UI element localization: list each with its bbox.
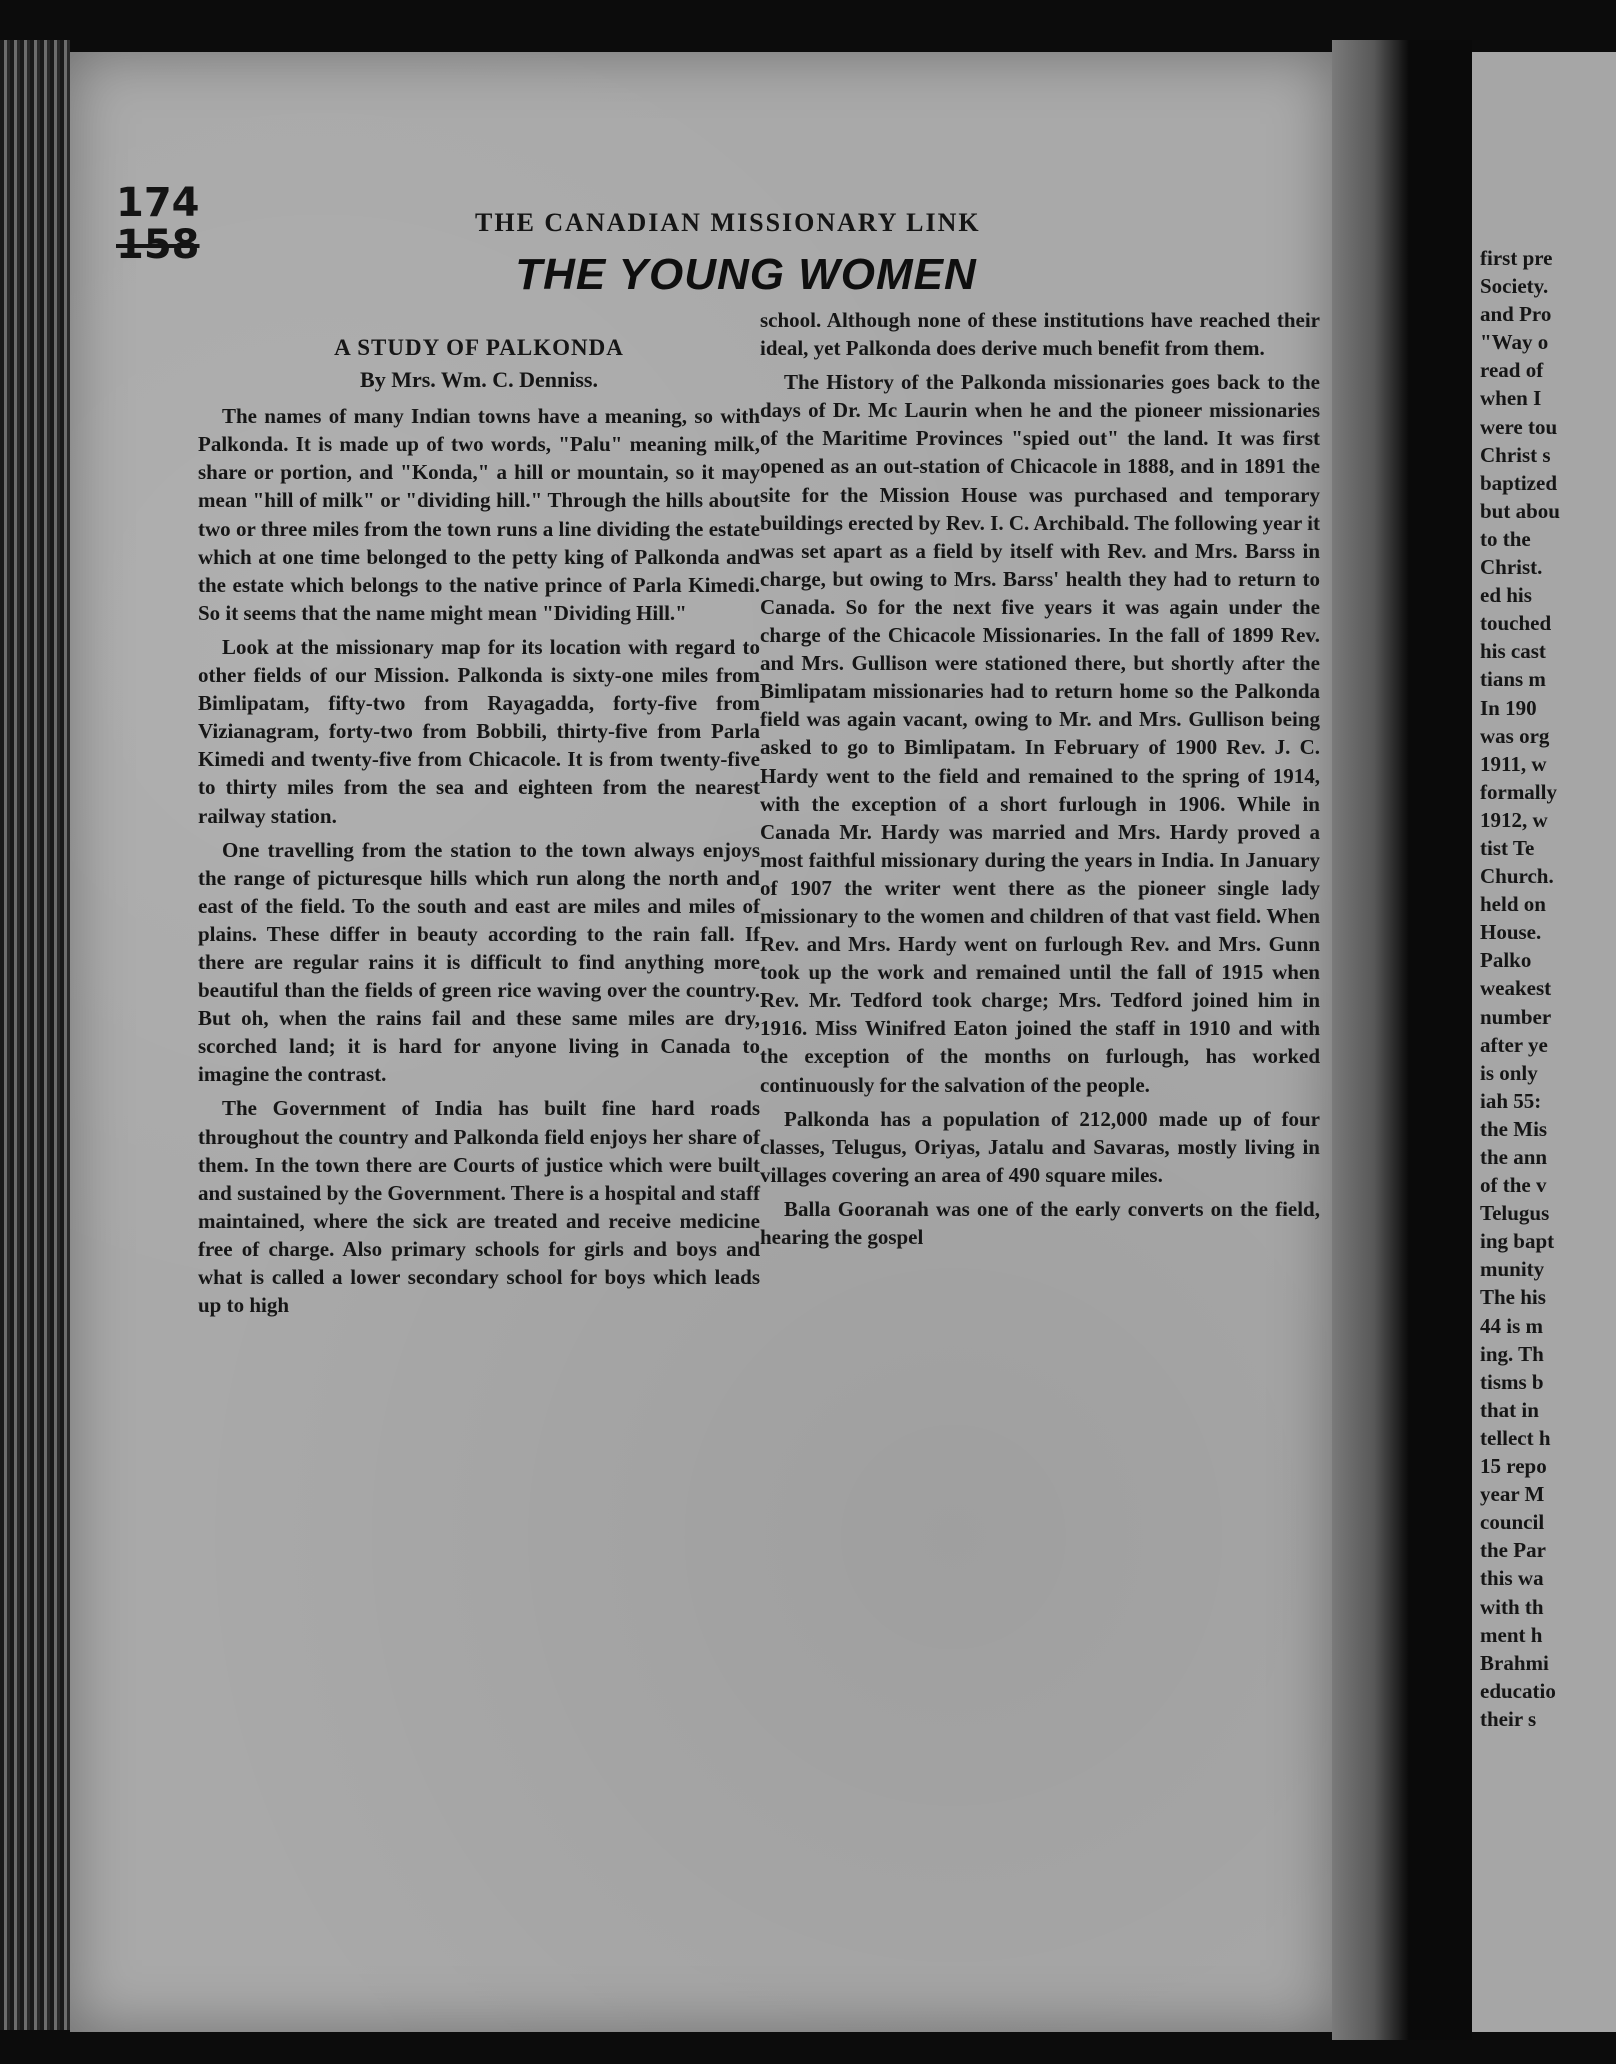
facing-page-line: Brahmi xyxy=(1480,1650,1549,1675)
facing-page-line: formally xyxy=(1480,779,1557,804)
facing-page-line: tians m xyxy=(1480,667,1546,692)
facing-page-line: number xyxy=(1480,1004,1552,1029)
facing-page-line: 44 is m xyxy=(1480,1313,1543,1338)
facing-page-line: was org xyxy=(1480,723,1550,748)
facing-page-line: educatio xyxy=(1480,1678,1556,1703)
right-column xyxy=(760,306,1320,1251)
paragraph: The Government of India has built fine hard roads throughout the country and Palkonda field enjoys her share of them. In the town there are Courts of justice which were built and sustained by the Government. There is a hospital and staff maintained, where the sick are treated and receive medicine free of charge. Also primary schools for girls and boys and what is called a lower secondary school for boys which leads up to high xyxy=(198,1096,760,1318)
facing-page-line: is only xyxy=(1480,1060,1538,1085)
facing-page-line: their s xyxy=(1480,1706,1537,1731)
facing-page-line: his cast xyxy=(1480,639,1546,664)
facing-page-line: this wa xyxy=(1480,1566,1544,1591)
facing-page-line: after ye xyxy=(1480,1032,1548,1057)
printed-page-number: 158 xyxy=(116,222,200,268)
facing-page-line: but abou xyxy=(1480,498,1560,523)
paragraph: Look at the missionary map for its location with regard to other fields of our Mission. Palkonda is sixty-one miles from Bimlipatam, fifty-two from Rayagadda, forty-five from Vizianagram, forty-two from Bobbili, thirty-five from Parla Kimedi and twenty-five from Chicacole. It is from twenty-five to thirty miles from the sea and eighteen from the nearest railway station. xyxy=(198,634,760,828)
section-title: THE YOUNG WOMEN xyxy=(515,250,977,299)
facing-page-line: read of xyxy=(1480,358,1544,383)
facing-page-line: tist Te xyxy=(1480,835,1535,860)
facing-page-line: that in xyxy=(1480,1397,1539,1422)
facing-page-line: iah 55: xyxy=(1480,1088,1542,1113)
facing-page-line: with th xyxy=(1480,1594,1544,1619)
facing-page-line: Telugus xyxy=(1480,1201,1550,1226)
facing-page-line: 1911, w xyxy=(1480,751,1547,776)
facing-page-line: 15 repo xyxy=(1480,1454,1547,1479)
facing-page-line: Palko xyxy=(1480,948,1532,973)
facing-page-line: council xyxy=(1480,1510,1545,1535)
facing-page-line: "Way o xyxy=(1480,330,1549,355)
paragraph: school. Although none of these institutions have reached their ideal, yet Palkonda does derive much benefit from them. xyxy=(760,308,1320,361)
facing-page-line: year M xyxy=(1480,1482,1545,1507)
paragraph: Palkonda has a population of 212,000 made up of four classes, Telugus, Oriyas, Jatalu and Savaras, mostly living in villages covering an area of 490 square miles. xyxy=(760,1106,1320,1187)
article-title: A STUDY OF PALKONDA xyxy=(334,335,624,360)
facing-page-line: baptized xyxy=(1480,470,1558,495)
facing-page-line: when I xyxy=(1480,386,1542,411)
facing-page-text xyxy=(1480,244,1560,1733)
facing-page-line: the Mis xyxy=(1480,1116,1548,1141)
running-head: THE CANADIAN MISSIONARY LINK xyxy=(475,208,981,237)
book-page-edges xyxy=(0,40,70,2030)
handwritten-page-number: 174 xyxy=(116,180,200,226)
facing-page-line: weakest xyxy=(1480,976,1552,1001)
paragraph: Balla Gooranah was one of the early converts on the field, hearing the gospel xyxy=(760,1196,1320,1249)
facing-page-line: and Pro xyxy=(1480,302,1552,327)
facing-page-line: held on xyxy=(1480,892,1546,917)
facing-page-line: Christ s xyxy=(1480,442,1551,467)
facing-page-line: Christ. xyxy=(1480,555,1543,580)
article-byline: By Mrs. Wm. C. Denniss. xyxy=(360,367,598,393)
facing-page-line: ment h xyxy=(1480,1622,1543,1647)
facing-page-line: ing. Th xyxy=(1480,1341,1544,1366)
facing-page-line: were tou xyxy=(1480,414,1558,439)
paragraph: The names of many Indian towns have a meaning, so with Palkonda. It is made up of two words, "Palu" meaning milk, share or portion, and "Konda," a hill or mountain, so it may mean "hill of milk" or "dividing hill." Through the hills about two or three miles from the town runs a line dividing the estate which at one time belonged to the petty king of Palkonda and the estate which belongs to the native prince of Parla Kimedi. So it seems that the name might mean "Dividing Hill." xyxy=(198,404,760,625)
paragraph: One travelling from the station to the town always enjoys the range of picturesque hills which run along the north and east of the field. To the south and east are miles and miles of plains. These differ in beauty according to the rain fall. If there are regular rains it is difficult to find anything more beautiful than the fields of green rice waving over the country. But oh, when the rains fail and these same miles are dry, scorched land; it is hard for anyone living in Canada to imagine the contrast. xyxy=(198,837,760,1087)
facing-page-line: tisms b xyxy=(1480,1369,1544,1394)
facing-page-line: the ann xyxy=(1480,1145,1548,1169)
facing-page-line: munity xyxy=(1480,1257,1545,1282)
facing-page-line: In 190 xyxy=(1480,695,1537,720)
facing-page-line: to the xyxy=(1480,526,1531,551)
facing-page-line: tellect h xyxy=(1480,1425,1551,1450)
facing-page-line: ing bapt xyxy=(1480,1229,1555,1254)
facing-page-line: 1912, w xyxy=(1480,807,1548,832)
facing-page-line: The his xyxy=(1480,1285,1546,1310)
paragraph: The History of the Palkonda missionaries goes back to the days of Dr. Mc Laurin when he and the pioneer missionaries of the Maritime Provinces "spied out" the land. It was first opened as an out-station of Chicacole in 1888, and in 1891 the site for the Mission House was purchased and temporary buildings erected by Rev. I. C. Archibald. The following year it was set apart as a field by itself with Rev. and Mrs. Barss in charge, but owing to Mrs. Barss' health they had to return to Canada. So for the next five years it was again under the charge of the Chicacole Missionaries. In the fall of 1899 Rev. and Mrs. Gullison were stationed there, but shortly after the Bimlipatam missionaries had to return home so the Palkonda field was again vacant, owing to Mr. and Mrs. Gullison being asked to go to Bimlipatam. In February of 1900 Rev. J. C. Hardy went to the field and remained to the spring of 1914, with the exception of a short furlough in 1906. While in Canada Mr. Hardy was married and Mrs. Hardy proved a most faithful missionary during the years in India. In January of 1907 the writer went there as the pioneer single lady missionary to the women and children of that vast field. When Rev. and Mrs. Hardy went on furlough Rev. and Mrs. Gunn took up the work and remained until the fall of 1915 when Rev. Mr. Tedford took charge; Mrs. Tedford joined him in 1916. Miss Winifred Eaton joined the staff in 1910 and with the exception of the months on furlough, has worked continuously for the salvation of the people. xyxy=(760,370,1320,1097)
facing-page-line: Society. xyxy=(1480,274,1549,299)
facing-page-line: House. xyxy=(1480,920,1542,945)
book-gutter xyxy=(1332,40,1472,2040)
facing-page xyxy=(1472,52,1616,2032)
facing-page-line: of the v xyxy=(1480,1173,1547,1198)
page-number xyxy=(116,182,200,266)
facing-page-line: first pre xyxy=(1480,246,1553,270)
facing-page-line: the Par xyxy=(1480,1538,1546,1563)
left-column xyxy=(198,334,760,1319)
facing-page-line: ed his xyxy=(1480,583,1532,608)
facing-page-line: touched xyxy=(1480,611,1552,636)
facing-page-line: Church. xyxy=(1480,864,1554,889)
